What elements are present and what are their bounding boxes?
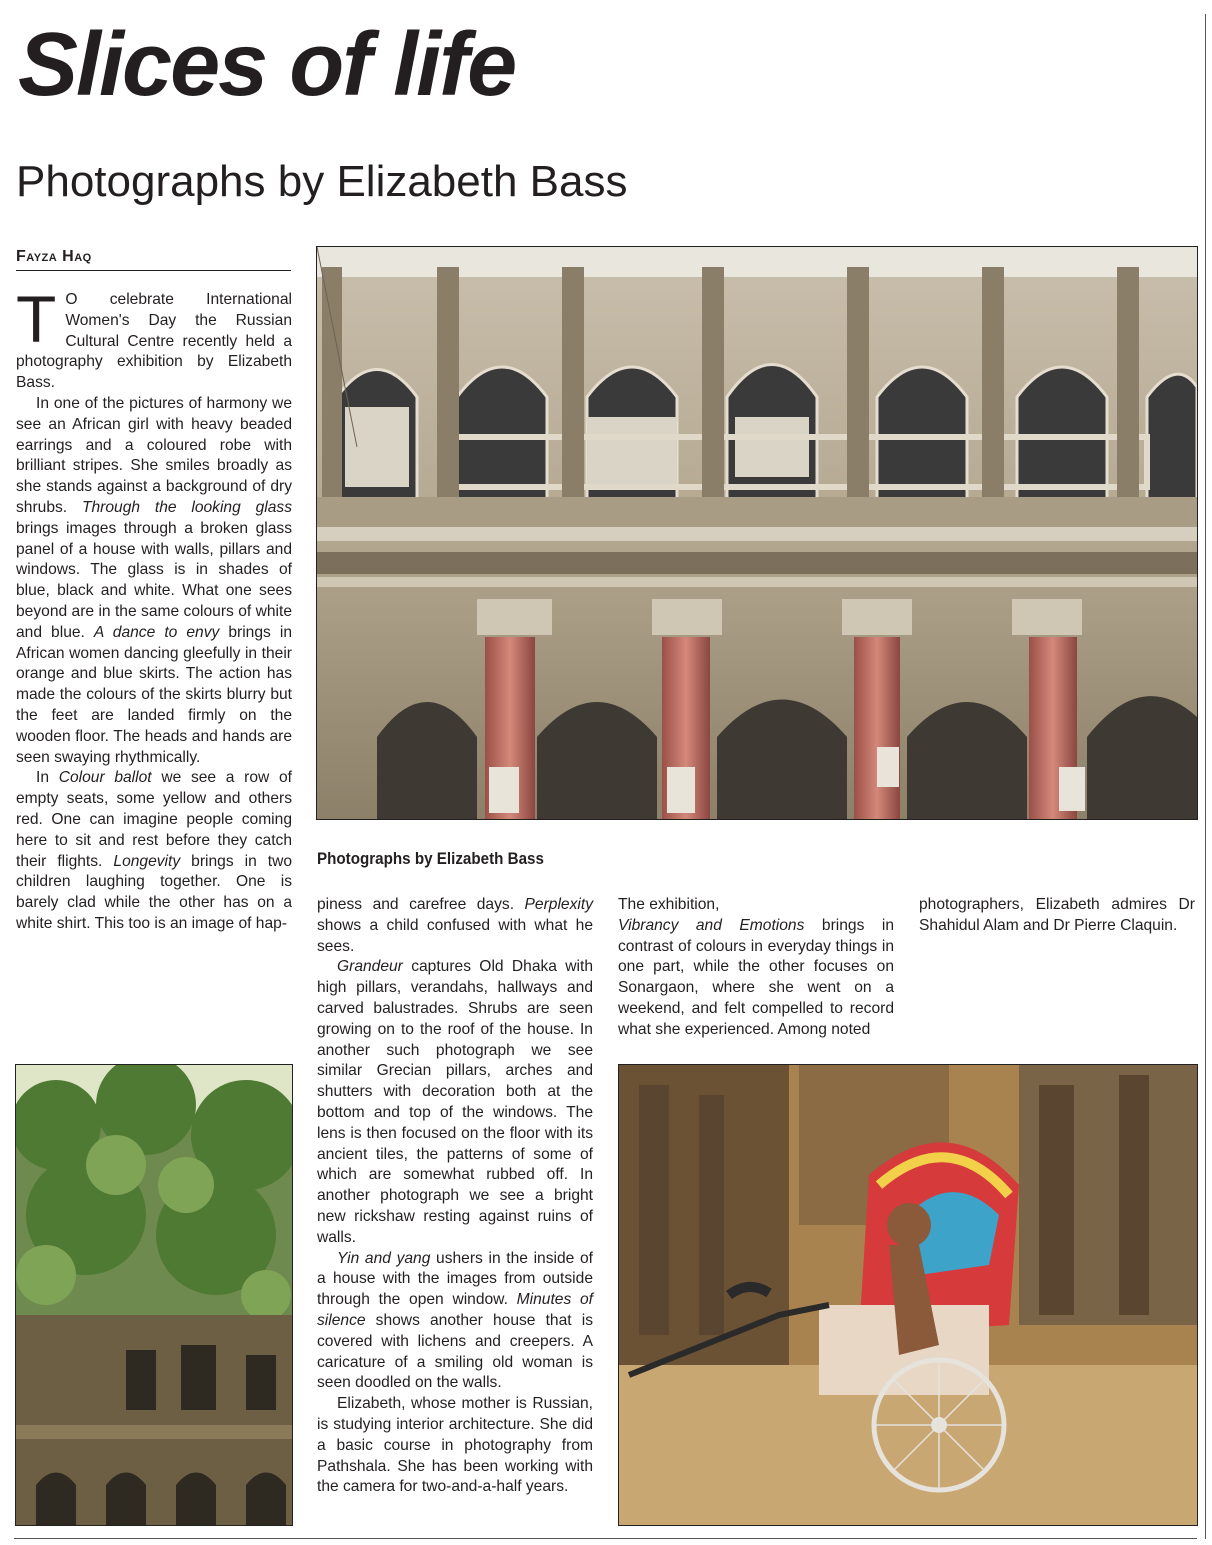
paragraph-6-text-b: brings in contrast of colours in everyday things in one part, while the other focuses on Sonargaon, where she went on a weekend, and felt compelled to record what she experienced. Among noted [618, 916, 895, 1038]
photo-title-yin-and-yang: Yin and yang [337, 1249, 431, 1267]
rickshaw-illustration [619, 1065, 1197, 1525]
paragraph-1 [16, 282, 292, 394]
paragraph-4-text: captures Old Dhaka with high pillars, verandahs, hallways and carved balustrades. Shrubs are seen growing on to the roof of the house. In another such photograph we see similar Grecian pillars, arches and shutters with decoration both at the bottom and top of the windows. The lens is then focused on the floor with its ancient tiles, the patterns of some of which are somewhat rubbed off. In another photograph we see a bright new rickshaw resting against ruins of walls. [317, 958, 593, 1246]
page-bottom-rule [14, 1538, 1197, 1539]
paragraph-2 [16, 394, 292, 768]
photo-title-vibrancy-and-emotions: Vibrancy and Emotions [618, 916, 805, 934]
photo-title-through-the-looking-glass: Through the looking glass [81, 498, 292, 516]
paragraph-1-text: O celebrate International Women's Day the Russian Cultural Centre recently held a photography exhibition by Elizabeth Bass. [16, 291, 292, 392]
paragraph-continued [618, 895, 894, 916]
byline: Fayza Haq [16, 246, 291, 271]
photo-grandeur-facade [316, 246, 1198, 820]
photo-title-longevity: Longevity [113, 852, 181, 870]
photo-caption: Photographs by Elizabeth Bass [317, 850, 544, 868]
photo-title-perplexity: Perplexity [524, 896, 593, 913]
paragraph-2-text-a: In one of the pictures of harmony we see an African girl with heavy beaded earrings and a coloured robe with brilliant stripes. She smiles broadly as she stands against a background of dry shrubs. [16, 394, 292, 516]
paragraph-continued-text: photographers, Elizabeth admires Dr Shahidul Alam and Dr Pierre Claquin. [919, 896, 1195, 934]
article-subtitle: Photographs by Elizabeth Bass [16, 157, 628, 206]
photo-title-minutes-of-silence: Minutes of silence [317, 1291, 593, 1329]
paragraph-5 [317, 1249, 593, 1395]
paragraph-4 [317, 957, 593, 1248]
body-column-2 [317, 895, 593, 1498]
paragraph-3-text-a: we see a row of empty seats, some yellow and others red. One can imagine people coming here to sit and rest before they catch their flights. [16, 769, 292, 870]
paragraph-2-text-b: brings images through a broken glass panel of a house with walls, pillars and windows. The glass is in shades of blue, black and white. What one sees beyond are in the same colours of white and blue. [16, 519, 292, 641]
paragraph-2-text-c: brings in African women dancing gleefully in their orange and blue skirts. The action has made the colours of the skirts blurry but the feet are landed firmly on the wooden floor. The heads and hands are seen swaying rhythmically. [16, 623, 293, 766]
paragraph-6 [317, 1394, 593, 1498]
body-column-3 [618, 895, 894, 1041]
paragraph-6-text: Elizabeth, whose mother is Russian, is studying interior architecture. She did a basic course in photography from Pathshala. She has been working with the camera for two-and-a-half years. [317, 1395, 593, 1496]
article-title: Slices of life [18, 15, 516, 115]
photo-minutes-of-silence [15, 1064, 293, 1526]
body-column-4 [919, 895, 1195, 937]
paragraph-3 [16, 768, 292, 934]
facade-illustration [317, 247, 1197, 819]
paragraph-5-text-a: ushers in the inside of a house with the images from outside through the open window. [317, 1249, 593, 1309]
photo-title-a-dance-to-envy: A dance to envy [93, 623, 220, 641]
paragraph-6-continued [618, 916, 894, 1041]
paragraph-3-text-b-cont: piness and carefree days. [317, 896, 525, 913]
ruins-illustration [16, 1065, 292, 1525]
photo-title-colour-ballot: Colour ballot [58, 769, 152, 787]
paragraph-continued [919, 895, 1195, 937]
paragraph-3-text-c: shows a child confused with what he sees. [317, 916, 593, 955]
paragraph-continued-text: The exhibition, [618, 896, 720, 913]
paragraph-3-text-b: brings in two children laughing together. One is barely clad while the other has on a white shirt. This too is an image of hap- [16, 852, 292, 932]
page-right-rule [1205, 14, 1206, 1539]
paragraph-3-continued [317, 895, 593, 957]
paragraph-3-pre: In [36, 769, 59, 787]
photo-title-grandeur: Grandeur [337, 958, 403, 976]
photo-rickshaw [618, 1064, 1198, 1526]
drop-cap: T [16, 282, 57, 356]
paragraph-5-text-b: shows another house that is covered with lichens and creepers. A caricature of a smiling old woman is seen doodled on the walls. [317, 1311, 593, 1392]
body-column-1 [16, 282, 293, 935]
